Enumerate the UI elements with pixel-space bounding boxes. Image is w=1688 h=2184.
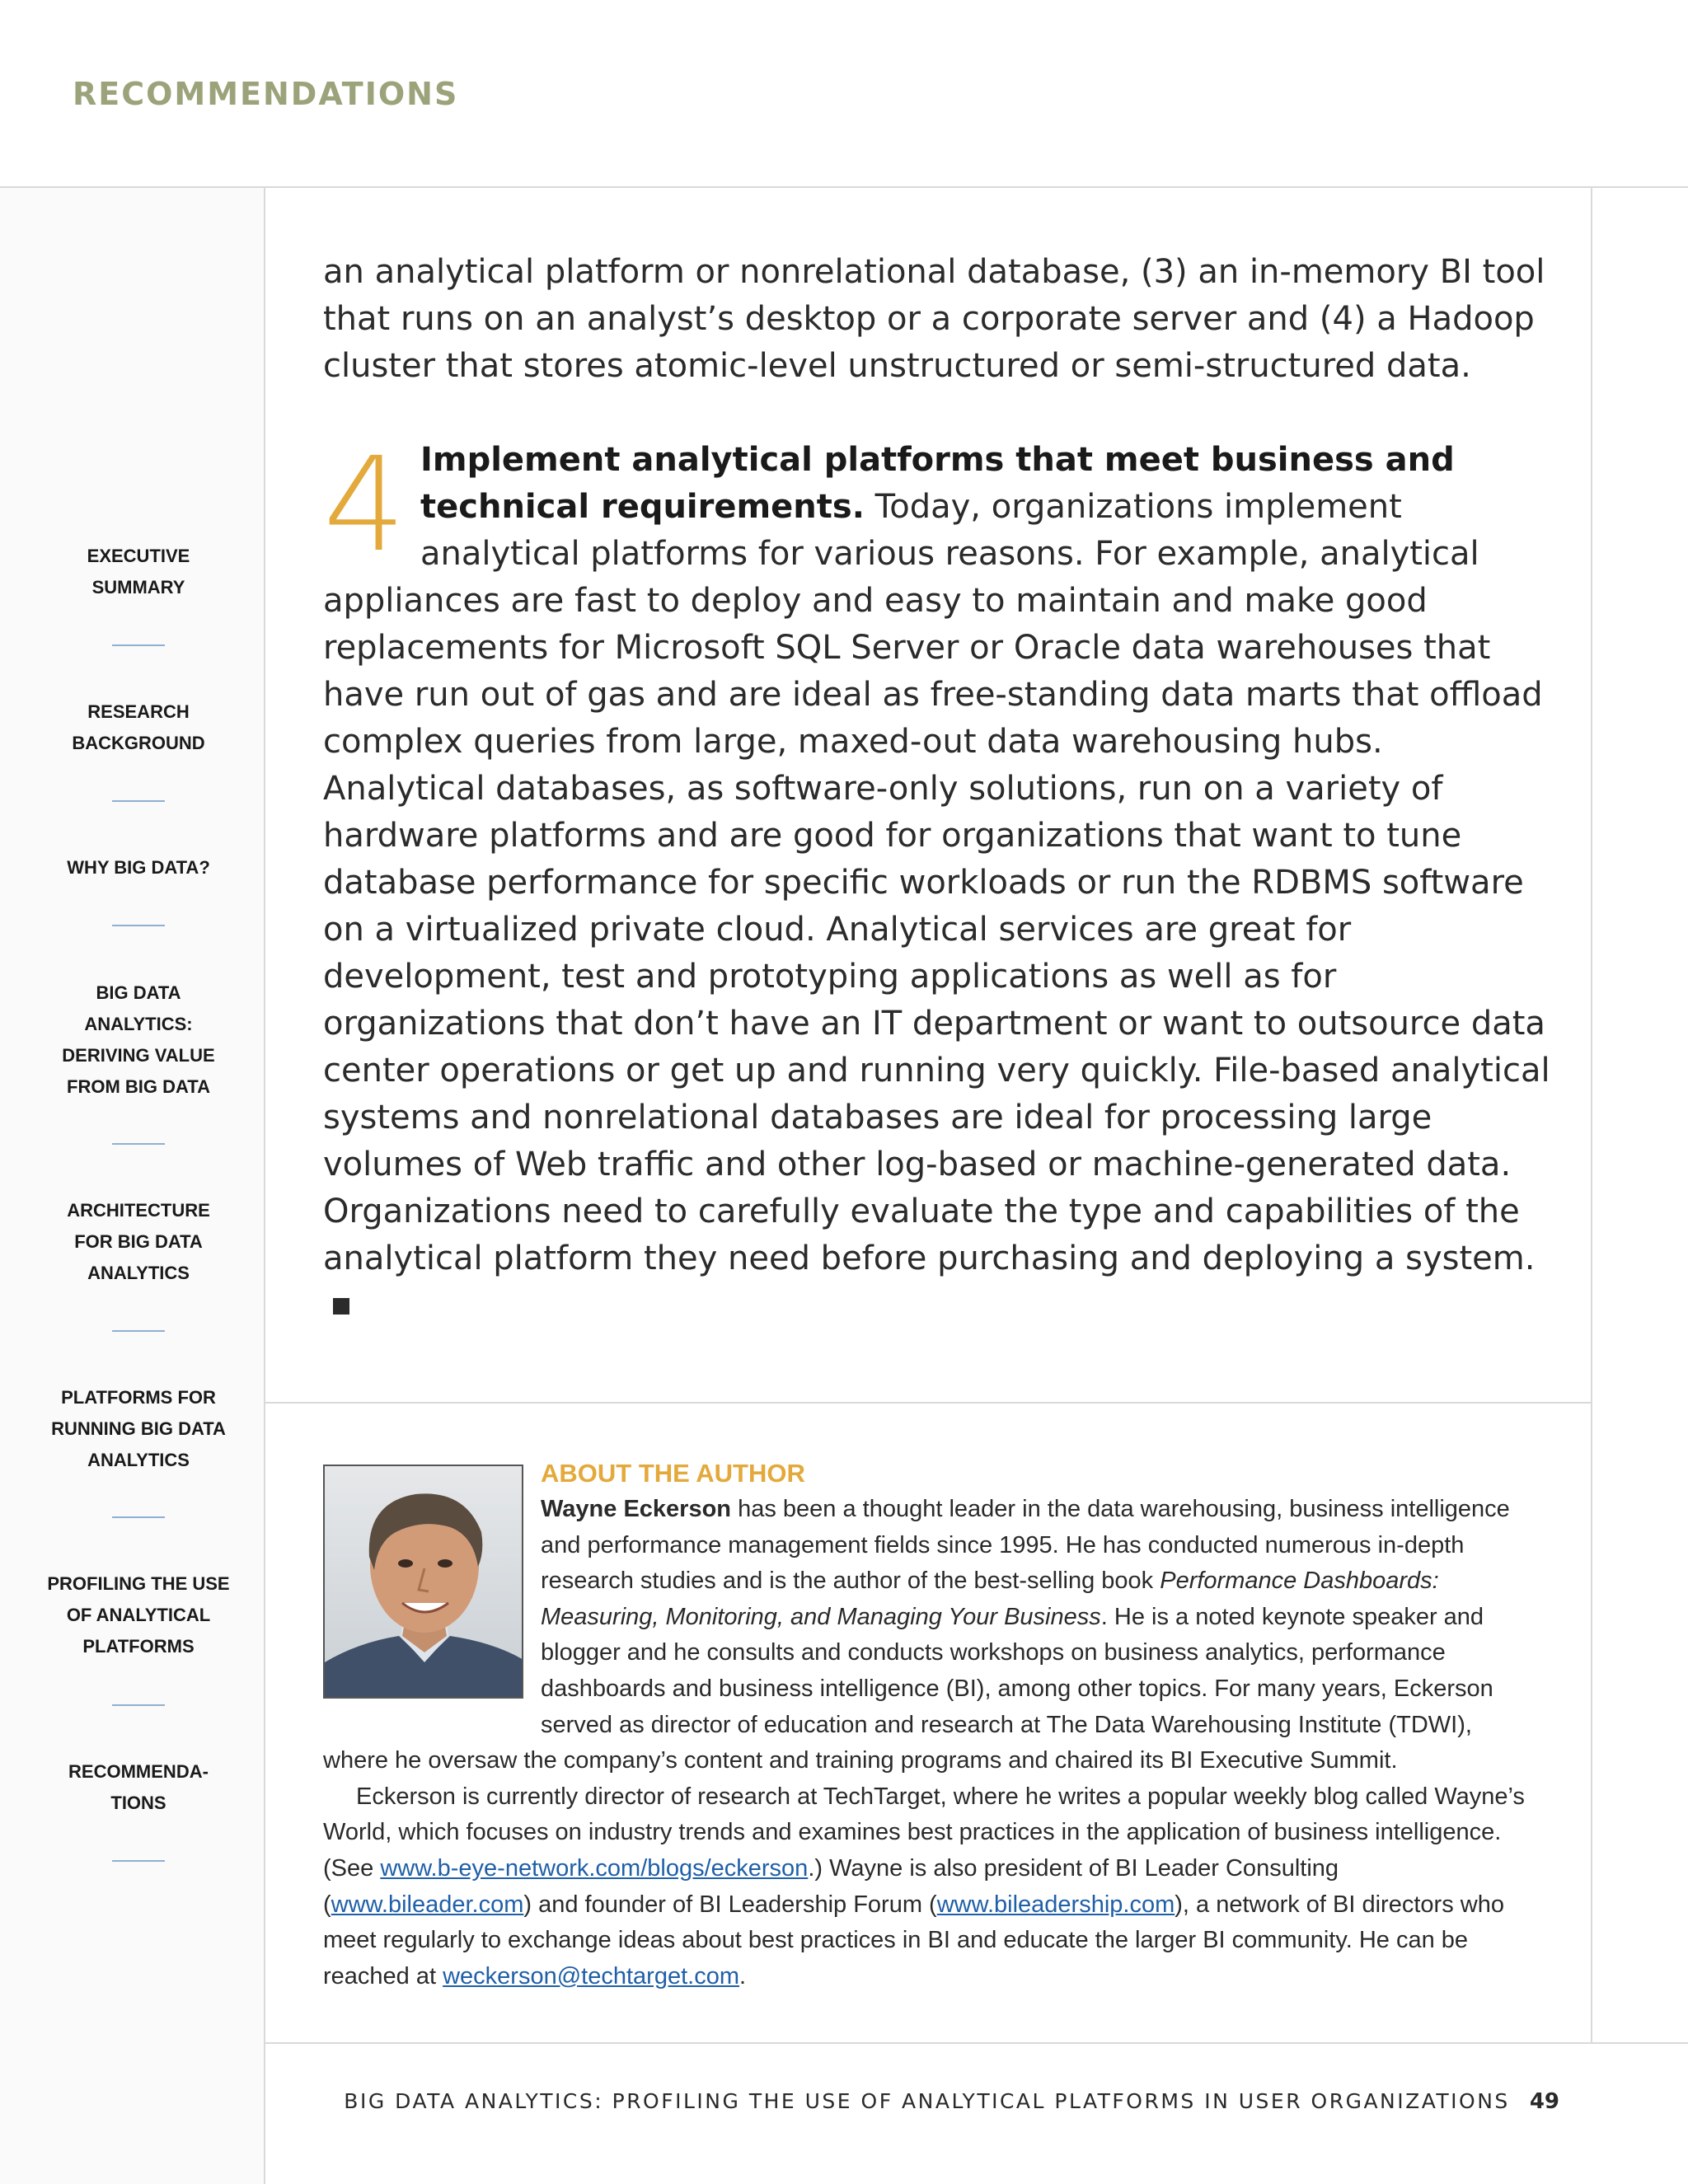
sidebar-item-profiling[interactable] [46,1568,231,1662]
nav-label-line: ANALYTICS [87,1263,190,1283]
about-author-heading: ABOUT THE AUTHOR [541,1459,805,1488]
nav-label-line: FOR BIG DATA [74,1231,203,1252]
page-number: 49 [1529,2089,1559,2114]
nav-separator [112,800,165,802]
nav-label-line: OF ANALYTICAL [66,1605,211,1625]
recommendation-text: Today, organizations implement analytical platforms for various reasons. For example, analytical appliances are fast to deploy and easy to maintain and make good replacements for Microsoft SQL Server or Oracle data warehouses that have run out of gas and are ideal as free-standing data marts that offload complex queries from large, maxed-out data warehousing hubs. Analytical databases, as software-only solutions, run on a variety of hardware platforms and are good for organizations that want to tune database performance for specific workloads or run the RDBMS software on a virtualized private cloud. Analytical services are great for development, test and prototyping applications as well as for organizations that don’t have an IT department or want to outsource data center operations or get up and running very quickly. File-based analytical systems and nonrelational databases are ideal for processing large volumes of Web traffic and other log-based or machine-generated data. Organizations need to carefully evaluate the type and capabilities of the analytical platform they need before purchasing and deploying a system. [323,488,1550,1277]
page-footer [344,2089,1559,2114]
sidebar-nav [0,188,265,2184]
section-title: RECOMMENDATIONS [73,76,459,112]
bio-text: ) and founder of BI Leadership Forum ( [523,1891,937,1918]
footer-divider [265,2042,1688,2044]
bio-text: ), a network of BI directors who meet regularly to exchange ideas about best practices in BI and educate the larger BI community. He can be reached at [323,1891,1504,1990]
nav-label-line: DERIVING VALUE [62,1045,215,1066]
nav-label-line: EXECUTIVE [87,546,190,566]
right-column-rule [1591,188,1592,2042]
recommendation-item-4 [323,429,1551,1329]
body-paragraph: an analytical platform or nonrelational database, (3) an in-memory BI tool that runs on an analyst’s desktop or a corporate server and (4) a Hadoop cluster that stores atomic-level unstructured or semi-structured data. [323,253,1545,385]
nav-label-line: ANALYTICS [87,1450,190,1470]
sidebar-item-platforms[interactable] [46,1382,231,1476]
nav-separator [112,644,165,646]
nav-label-line: ARCHITECTURE [67,1200,210,1221]
footer-title: BIG DATA ANALYTICS: PROFILING THE USE OF ANALYTICAL PLATFORMS IN USER ORGANIZATIONS [344,2089,1510,2113]
sidebar-item-executive-summary[interactable] [46,541,231,603]
bio-text: .) Wayne is also president of BI Leader Consulting ( [323,1854,1339,1918]
nav-separator [112,1143,165,1145]
nav-separator [112,925,165,926]
nav-separator [112,1330,165,1332]
sidebar-item-architecture[interactable] [46,1195,231,1289]
sidebar-item-big-data-analytics[interactable] [46,977,231,1103]
nav-label-line: TIONS [110,1793,166,1813]
author-name: Wayne Eckerson [541,1496,732,1522]
author-divider [265,1402,1592,1404]
bio-text: Eckerson is currently director of research at TechTarget, where he writes a popular weekly blog called Wayne’s World, which focuses on industry trends and examines best practices in the application of business intelligence. (See [323,1783,1525,1882]
nav-label-line: BACKGROUND [72,733,205,753]
bio-text: . He is a noted keynote speaker and blogger and he consults and conducts workshops on business analytics, performance dashboards and business intelligence (BI), among other topics. For many years, Eckerson served as director of education and research at The Data Warehousing Institute (TDWI), where he oversaw the company’s content and training programs and chaired its BI Executive Summit. [323,1603,1493,1774]
photo-spacer [323,1492,541,1714]
blog-link[interactable]: www.b-eye-network.com/blogs/eckerson [380,1854,809,1882]
nav-label-line: FROM BIG DATA [67,1076,210,1097]
bio-text: has been a thought leader in the data warehousing, business intelligence and performance management fields since 1995. He has conducted numerous in-depth research studies and is the author of the best-selling book [541,1496,1510,1595]
nav-label-line: WHY BIG DATA? [67,857,210,878]
end-mark-icon [333,1298,349,1315]
nav-label-line: RUNNING BIG DATA [51,1418,226,1439]
nav-label-line: ANALYTICS: [84,1014,193,1034]
bileadership-link[interactable]: www.bileadership.com [936,1891,1175,1918]
left-column-rule [264,188,265,2184]
author-bio [323,1492,1531,1994]
nav-separator [112,1704,165,1706]
nav-label-line: RESEARCH [87,701,190,722]
bio-text: . [738,1962,747,1990]
nav-separator [112,1516,165,1518]
sidebar-item-recommendations[interactable] [46,1756,231,1819]
drop-cap-number: 4 [323,429,406,581]
nav-label-line: BIG DATA [96,982,181,1003]
nav-label-line: RECOMMENDA- [68,1761,209,1782]
recommendation-heading: Implement analytical platforms that meet business and technical requirements. [420,441,1455,526]
nav-label-line: PLATFORMS FOR [61,1387,216,1408]
nav-separator [112,1860,165,1862]
bileader-link[interactable]: www.bileader.com [331,1891,524,1918]
sidebar-item-why-big-data[interactable] [46,852,231,883]
nav-label-line: PROFILING THE USE [47,1573,230,1594]
book-title: Performance Dashboards: Measuring, Monitoring, and Managing Your Business [541,1568,1439,1630]
nav-label-line: PLATFORMS [82,1636,195,1657]
sidebar-item-research-background[interactable] [46,696,231,759]
nav-label-line: SUMMARY [91,577,185,598]
email-link[interactable]: weckerson@techtarget.com [443,1962,739,1990]
